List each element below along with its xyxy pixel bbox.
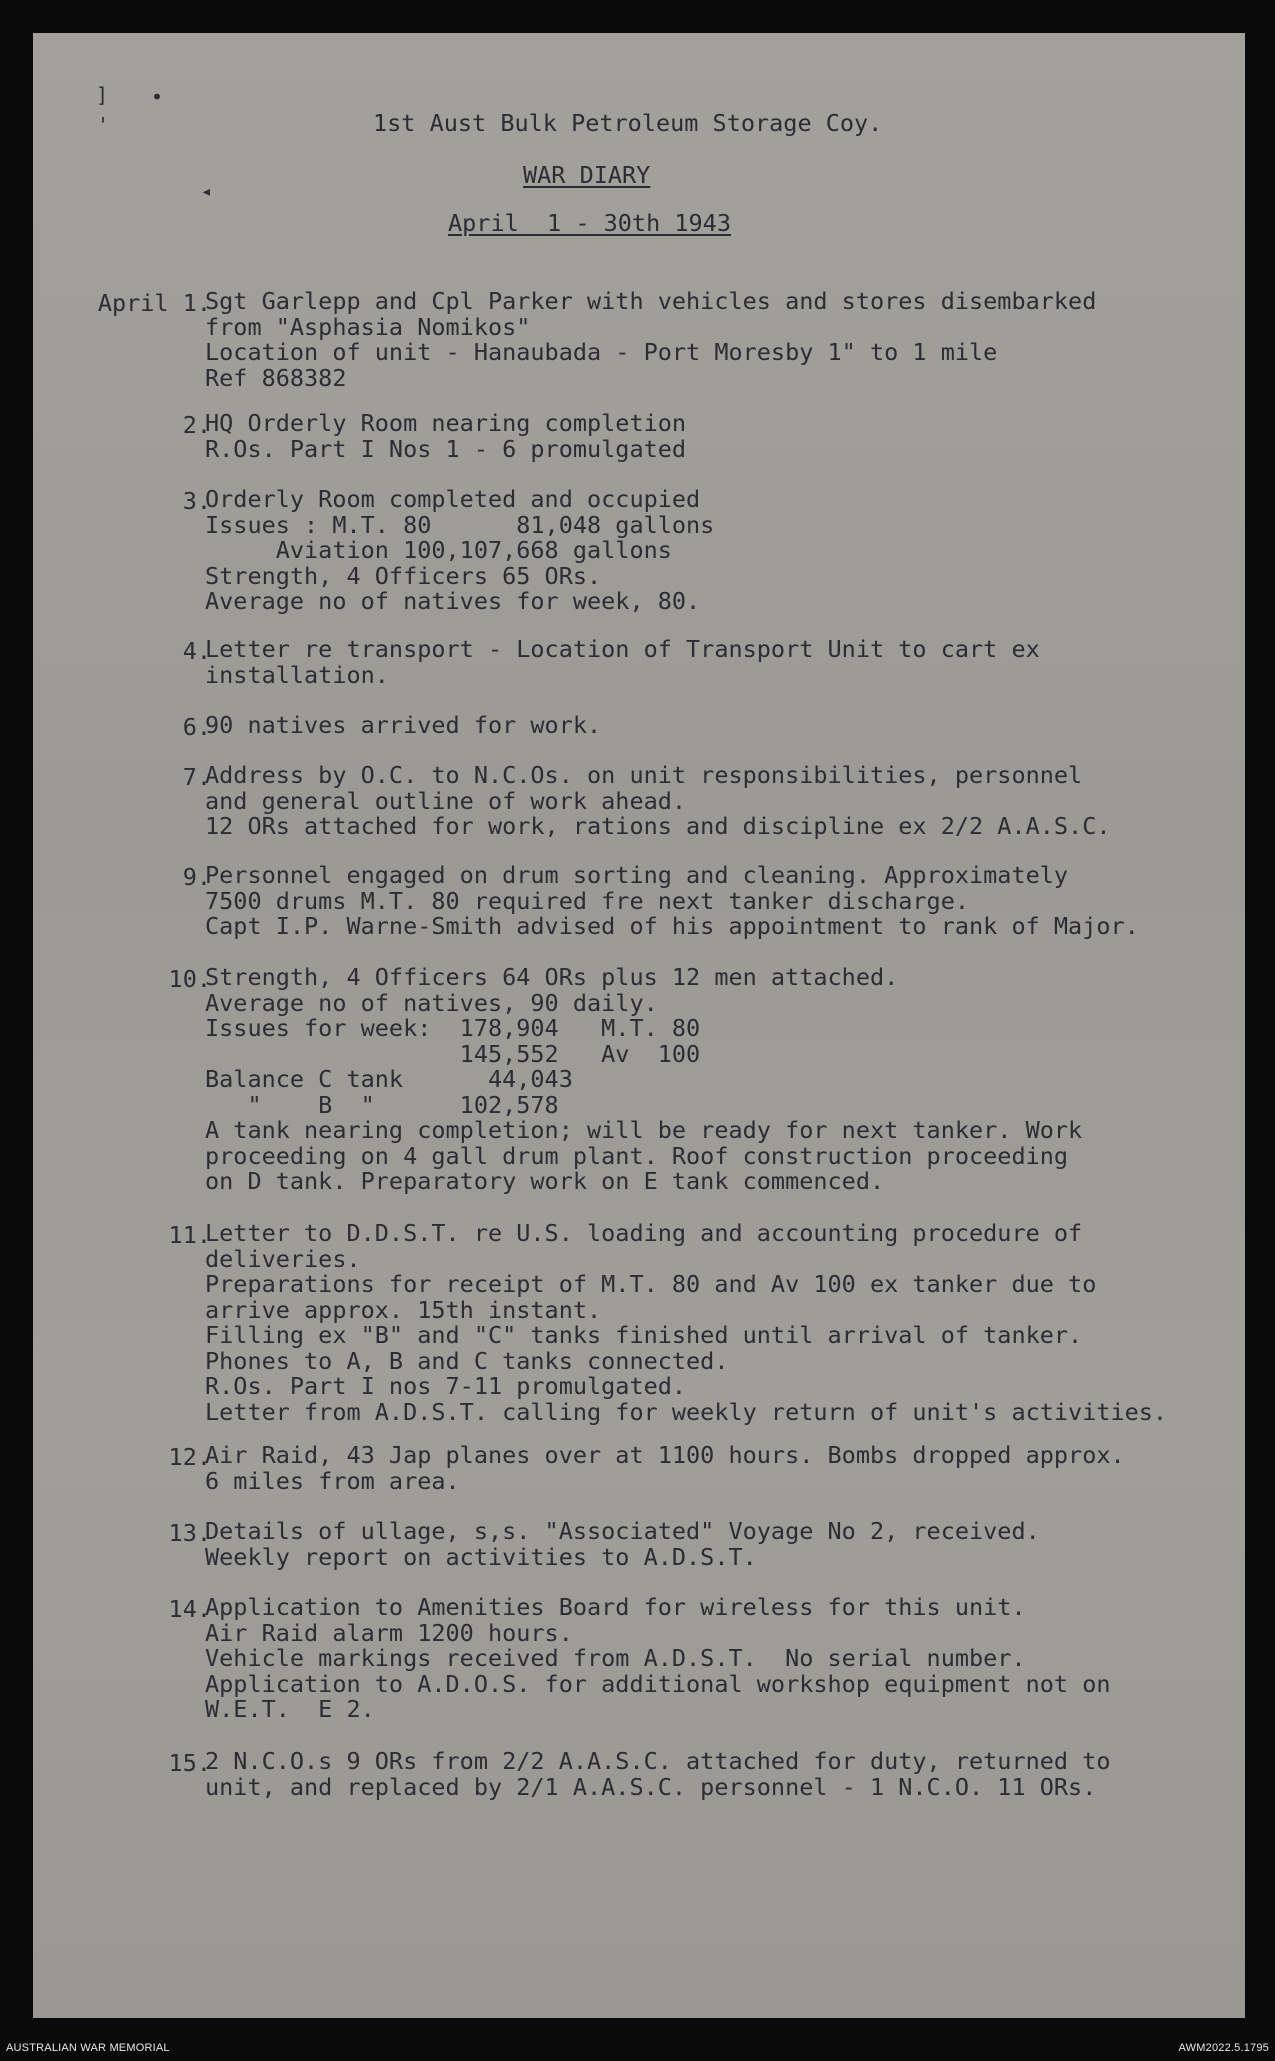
entry-line: 2 N.C.O.s 9 ORs from 2/2 A.A.S.C. attached for duty, returned to [205, 1747, 1111, 1775]
entry-line: Air Raid, 43 Jap planes over at 1100 hours. Bombs dropped approx. [205, 1441, 1125, 1469]
entry-line: Air Raid alarm 1200 hours. [205, 1618, 573, 1647]
entry-date-label: 11. [168, 1221, 211, 1249]
entry-line: Average no of natives for week, 80. [205, 587, 701, 615]
entry-line: Issues : M.T. 80 81,048 gallons [205, 510, 715, 539]
entry-line: Filling ex "B" and "C" tanks finished until arrival of tanker. [205, 1321, 1083, 1349]
entry-line: Issues for week: 178,904 M.T. 80 [205, 1014, 701, 1042]
entry-line: Sgt Garlepp and Cpl Parker with vehicles and stores disembarked [205, 287, 1097, 315]
entry-line: Application to A.D.O.S. for additional workshop equipment not on [205, 1669, 1111, 1698]
entry-line: Location of unit - Hanaubada - Port Moresby 1" to 1 mile [205, 338, 998, 366]
document-page [33, 33, 1245, 2018]
entry-line: Weekly report on activities to A.D.S.T. [205, 1542, 757, 1571]
entry-date-label: 2. [182, 411, 211, 439]
entry-line: unit, and replaced by 2/1 A.A.S.C. personnel - 1 N.C.O. 11 ORs. [205, 1772, 1097, 1801]
entry-line: Ref 868382 [205, 363, 347, 392]
entry-date-label: 10. [168, 965, 211, 993]
entry-line: " B " 102,578 [205, 1090, 559, 1119]
entry-date-label: 14. [168, 1595, 211, 1623]
entry-date-label: 3. [182, 487, 211, 515]
entry-line: Aviation 100,107,668 gallons [205, 536, 672, 564]
entry-line: Strength, 4 Officers 64 ORs plus 12 men attached. [205, 963, 899, 991]
entry-line: 145,552 Av 100 [205, 1039, 701, 1068]
entry-line: deliveries. [205, 1244, 361, 1273]
entry-date-label: 7. [182, 763, 211, 791]
entry-date-label: 12. [168, 1443, 211, 1471]
corner-mark: ] [96, 83, 109, 107]
diary-period: April 1 - 30th 1943 [448, 209, 731, 237]
entry-line: Details of ullage, s,s. "Associated" Voyage No 2, received. [205, 1517, 1040, 1545]
entry-line: Address by O.C. to N.C.Os. on unit responsibilities, personnel [205, 761, 1083, 789]
entry-line: R.Os. Part I Nos 1 - 6 promulgated [205, 434, 687, 463]
entry-line: Vehicle markings received from A.D.S.T. No serial number. [205, 1644, 1026, 1672]
corner-mark: ◂ [201, 181, 212, 202]
entry-line: Application to Amenities Board for wireless for this unit. [205, 1593, 1026, 1621]
entry-line: installation. [205, 660, 389, 689]
entry-date-label: 13. [168, 1519, 211, 1547]
corner-mark: • [151, 85, 164, 109]
diary-title: WAR DIARY [523, 161, 651, 189]
entry-line: from "Asphasia Nomikos" [205, 312, 531, 341]
unit-title: 1st Aust Bulk Petroleum Storage Coy. [373, 109, 883, 137]
entry-line: Phones to A, B and C tanks connected. [205, 1346, 729, 1375]
entry-date-label: April 1. [97, 289, 211, 317]
entry-line: HQ Orderly Room nearing completion [205, 409, 687, 437]
entry-date-label: 4. [182, 637, 211, 665]
entry-line: Strength, 4 Officers 65 ORs. [205, 561, 602, 590]
entry-line: Balance C tank 44,043 [205, 1065, 573, 1093]
entry-line: 90 natives arrived for work. [205, 711, 602, 739]
entry-line: 12 ORs attached for work, rations and discipline ex 2/2 A.A.S.C. [205, 812, 1111, 840]
entry-line: and general outline of work ahead. [205, 786, 687, 815]
entry-line: Letter to D.D.S.T. re U.S. loading and accounting procedure of [205, 1219, 1083, 1247]
entry-line: 6 miles from area. [205, 1466, 460, 1495]
entry-line: W.E.T. E 2. [205, 1695, 375, 1723]
entry-line: R.Os. Part I nos 7-11 promulgated. [205, 1372, 687, 1400]
entry-line: arrive approx. 15th instant. [205, 1295, 602, 1324]
entry-date-label: 6. [182, 713, 211, 741]
entry-line: Personnel engaged on drum sorting and cleaning. Approximately [205, 861, 1069, 889]
entry-line: proceeding on 4 gall drum plant. Roof construction proceeding [205, 1141, 1069, 1170]
entry-date-label: 15. [168, 1749, 211, 1777]
entry-line: Capt I.P. Warne-Smith advised of his appointment to rank of Major. [205, 912, 1139, 940]
entry-line: on D tank. Preparatory work on E tank commenced. [205, 1167, 885, 1195]
footer-accession: AWM2022.5.1795 [1178, 2042, 1269, 2054]
entry-line: Preparations for receipt of M.T. 80 and Av 100 ex tanker due to [205, 1270, 1097, 1298]
entry-line: Letter from A.D.S.T. calling for weekly return of unit's activities. [205, 1397, 1168, 1426]
corner-mark: ' [97, 113, 110, 137]
footer-credit: AUSTRALIAN WAR MEMORIAL [6, 2042, 170, 2054]
entry-line: Orderly Room completed and occupied [205, 485, 701, 513]
entry-line: Letter re transport - Location of Transport Unit to cart ex [205, 635, 1040, 663]
entry-line: A tank nearing completion; will be ready for next tanker. Work [205, 1116, 1083, 1144]
entry-line: 7500 drums M.T. 80 required fre next tanker discharge. [205, 886, 970, 915]
entry-line: Average no of natives, 90 daily. [205, 988, 658, 1017]
entry-date-label: 9. [182, 863, 211, 891]
